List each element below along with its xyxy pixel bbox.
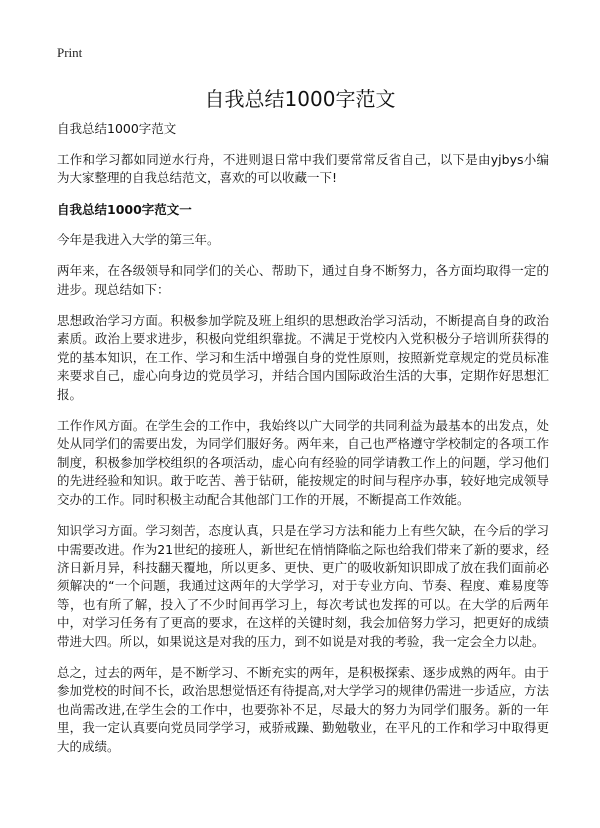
print-label: Print	[57, 45, 83, 60]
paragraph-political-study: 思想政治学习方面。积极参加学院及班上组织的思想政治学习活动，不断提高自身的政治素质。政治上要求进步，积极向党组织靠拢。不满足于党校内入党积极分子培训所获得的党的基本知识，在工作、学习和生活中增强自身的党性原则，按照新党章规定的党员标准来要求自己，虚心向身边的党员学习，并结合国内国际政治生活的大事，定期作好思想汇报。	[57, 313, 549, 402]
page-title: 自我总结1000字范文	[204, 87, 396, 111]
paragraph-work-style: 工作作风方面。在学生会的工作中，我始终以广大同学的共同利益为最基本的出发点，处处从同学们的需要出发，为同学们服好务。两年来，自己也严格遵守学校制定的各项工作制度，积极参加学校组织的各项活动，虚心向有经验的同学请教工作上的问题，学习他们的先进经验和知识。敢于吃苦、善于钻研，能按规定的时间与程序办事，较好地完成领导交办的工作。同时积极主动配合其他部门工作的开展，不断提高工作效能。	[57, 418, 549, 507]
document-body	[57, 120, 549, 769]
section-heading: 自我总结1000字范文一	[57, 201, 192, 217]
document-subtitle: 自我总结1000字范文	[57, 121, 177, 136]
paragraph-opening: 今年是我进入大学的第三年。	[57, 231, 220, 247]
intro-paragraph: 工作和学习都如同逆水行舟，不进则退日常中我们要常常反省自己，以下是由yjbys小编为大家整理的自我总结范文，喜欢的可以收藏一下!	[57, 152, 549, 186]
paragraph-overview: 两年来，在各级领导和同学们的关心、帮助下，通过自身不断努力，各方面均取得一定的进步。现总结如下：	[57, 263, 549, 297]
paragraph-knowledge-study: 知识学习方面。学习刻苦，态度认真，只是在学习方法和能力上有些欠缺，在今后的学习中需要改进。作为21世纪的接班人，新世纪在悄悄降临之际也给我们带来了新的要求，经济日新月异，科技翻天覆地，所以更多、更快、更广的吸收新知识即成了放在我们面前必须解决的“一个问题，我通过这两年的大学学习，对于专业方向、节奏、程度、难易度等等，也有所了解，投入了不少时间再学习上，每次考试也发挥的可以。在大学的后两年中，对学习任务有了更高的要求，在这样的关键时刻，我会加倍努力学习，把更好的成绩带进大四。所以，如果说这是对我的压力，到不如说是对我的考验，我一定会全力以赴。	[57, 523, 549, 649]
paragraph-conclusion: 总之，过去的两年，是不断学习、不断充实的两年，是积极探索、逐步成熟的两年。由于参加党校的时间不长，政治思想觉悟还有待提高,对大学学习的规律仍需进一步适应，方法也尚需改进,在学生会的工作中，也要弥补不足，尽最大的努力为同学们服务。新的一年里，我一定认真要向党员同学学习，戒骄戒躁、勤勉敬业，在平凡的工作和学习中取得更大的成绩。	[57, 664, 549, 754]
